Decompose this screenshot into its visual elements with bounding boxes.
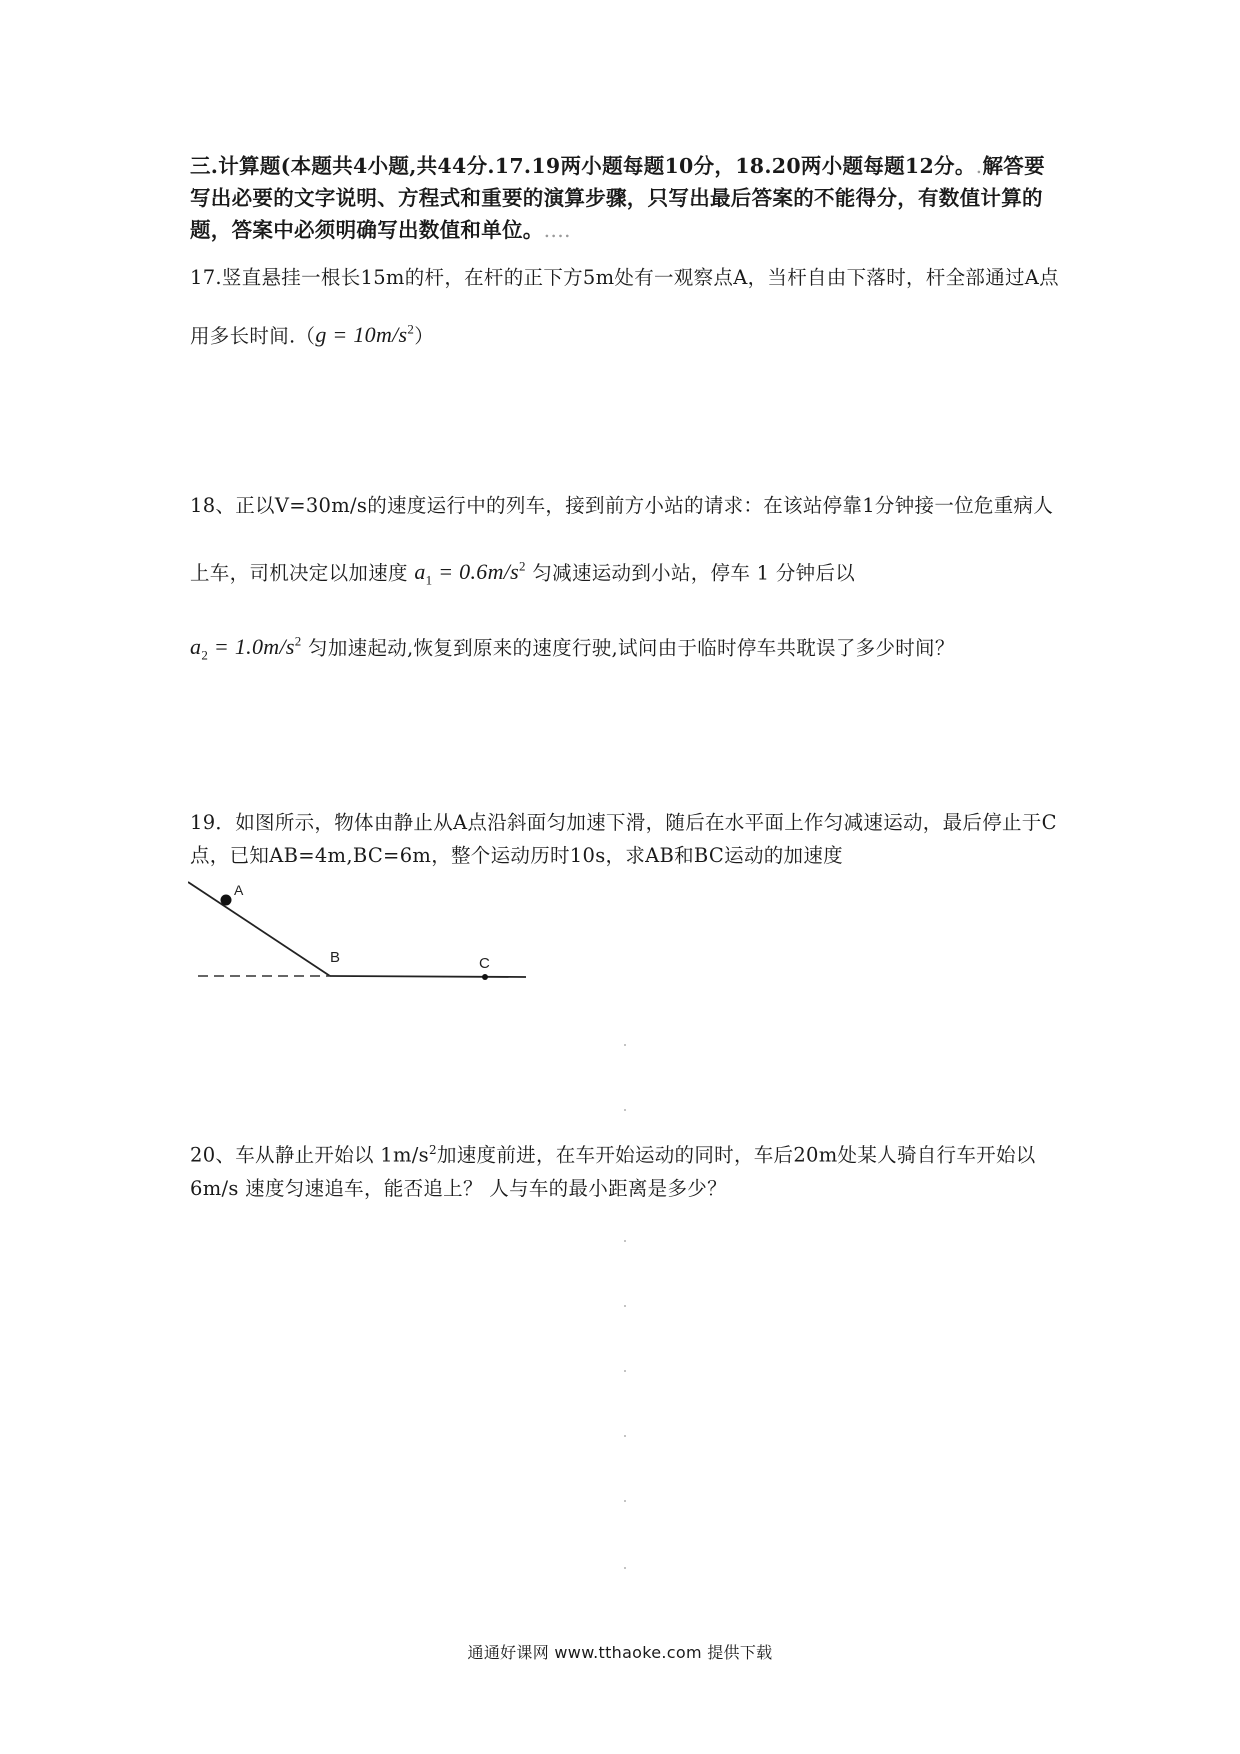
horizontal-surface <box>330 976 526 977</box>
object-at-a <box>221 895 232 906</box>
label-b: B <box>330 949 341 966</box>
formula-g-exponent: 2 <box>407 322 415 337</box>
formula-a2-symbol: a <box>190 634 202 660</box>
formula-a1 <box>414 559 526 588</box>
question-17-formula <box>315 322 414 347</box>
scan-dot <box>624 1500 626 1502</box>
incline-figure <box>188 878 528 998</box>
formula-a1-symbol: a <box>414 559 426 585</box>
question-18 <box>190 475 1060 685</box>
formula-a1-value: = 0.6m/s <box>432 559 520 585</box>
formula-a1-subscript: 1 <box>425 572 433 588</box>
scan-dot <box>624 1567 626 1569</box>
section-header-dot: . <box>975 154 983 178</box>
question-20 <box>190 1134 1060 1205</box>
formula-a2-value: = 1.0m/s <box>208 634 295 660</box>
question-17 <box>190 252 1060 362</box>
incline-slope <box>188 882 330 976</box>
scan-dot <box>624 1370 626 1372</box>
section-header-text: 三.计算题(本题共4小题,共44分.17.19两小题每题10分，18.20两小题每题12分。 <box>190 154 976 178</box>
section-header-trailing-dots: .... <box>543 218 571 242</box>
label-c: C <box>479 955 490 972</box>
label-a: A <box>234 882 244 898</box>
question-17-close: ） <box>414 324 435 348</box>
question-17-text: 17.竖直悬挂一根长15m的杆，在杆的正下方5m处有一观察点A，当杆自由下落时，杆全部通过A点用多长时间.（ <box>190 266 1059 348</box>
formula-a1-exponent: 2 <box>519 559 526 574</box>
formula-a2-exponent: 2 <box>294 633 302 649</box>
section-header <box>190 150 1060 246</box>
question-20-exponent: 2 <box>429 1143 437 1157</box>
page-footer: 通通好课网 www.tthaoke.com 提供下载 <box>467 1643 773 1662</box>
section-header-text-2: 解答要写出必要的文字说明、方程式和重要的演算步骤，只写出最后答案的不能得分，有数值计算的题，答案中必须明确写出数值和单位。 <box>190 154 1045 242</box>
scan-dot <box>624 1109 626 1111</box>
question-19 <box>190 806 1060 872</box>
formula-a2-subscript: 2 <box>201 647 209 663</box>
formula-a2 <box>190 633 302 663</box>
formula-g: g = 10m/s <box>315 322 408 348</box>
question-20-text-a: 20、车从静止开始以 1m/s <box>190 1143 429 1167</box>
scan-dot <box>624 1240 626 1242</box>
question-19-text: 19．如图所示，物体由静止从A点沿斜面匀加速下滑，随后在水平面上作匀减速运动，最后停止于C点，已知AB=4m,BC=6m，整个运动历时10s，求AB和BC运动的加速度 <box>190 811 1057 867</box>
scan-dot <box>624 1044 626 1046</box>
question-20-text-b: 加速度前进，在车开始运动的同时，车后20m处某人骑自行车开始以 6m/s 速度匀速追车，能否追上？ 人与车的最小距离是多少？ <box>190 1143 1036 1200</box>
scan-dot <box>624 1305 626 1307</box>
question-18-text-a: 18、正以V=30m/s的速度运行中的列车，接到前方小站的请求：在该站停靠1分钟接一位危重病人上车，司机决定以加速度 <box>190 494 1054 585</box>
scan-dot <box>624 1435 626 1437</box>
question-18-text-c: 匀加速起动,恢复到原来的速度行驶,试问由于临时停车共耽误了多少时间？ <box>308 636 955 660</box>
question-18-text-b: 匀减速运动到小站，停车 1 分钟后以 <box>532 561 856 585</box>
point-c-dot <box>482 974 488 980</box>
